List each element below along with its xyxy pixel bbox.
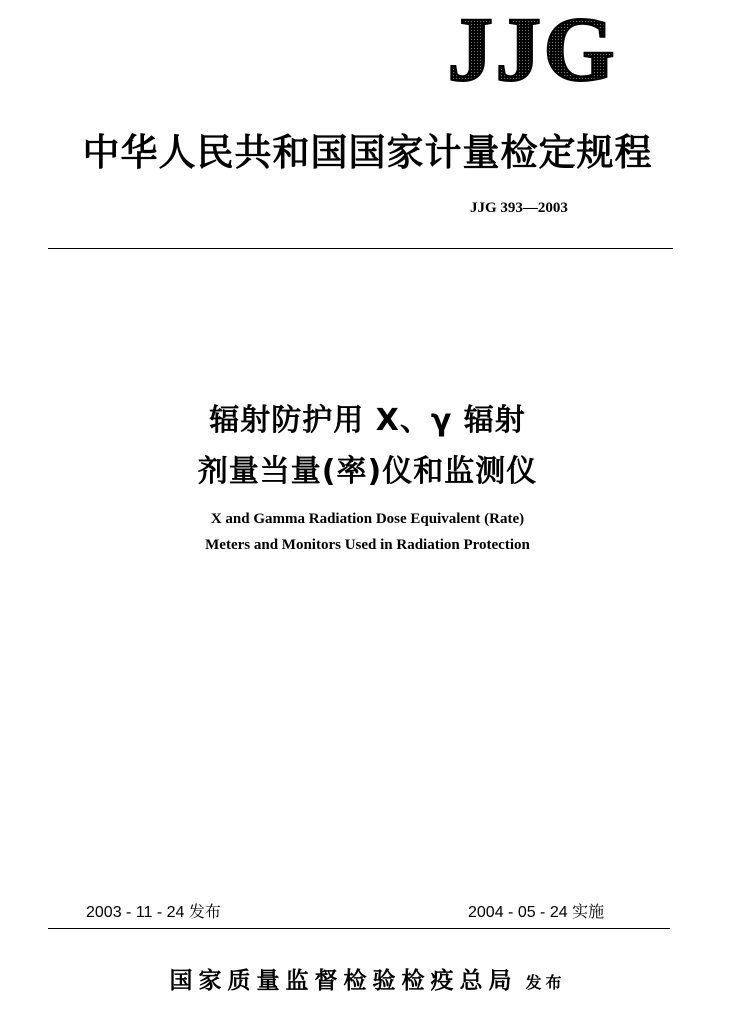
issuer [0, 962, 735, 995]
jjg-logo-graphic [425, 8, 640, 88]
title-en-line1: X and Gamma Radiation Dose Equivalent (Rate) [210, 511, 525, 527]
top-divider [48, 248, 673, 249]
standard-number: JJG 393—2003 [470, 200, 568, 216]
title-en-line2: Meters and Monitors Used in Radiation Protection [205, 537, 530, 553]
bottom-divider [48, 928, 670, 929]
issue-date: 2003 - 11 - 24 发布 [86, 904, 221, 921]
title-cn-line2: 剂量当量(率)仪和监测仪 [197, 454, 538, 489]
series-title: 中华人民共和国国家计量检定规程 [82, 131, 653, 174]
implementation-date: 2004 - 05 - 24 实施 [468, 904, 605, 921]
jjg-logo [425, 8, 640, 88]
issuer-suffix: 发布 [525, 973, 566, 992]
issuer-name: 国家质量监督检验检疫总局 [169, 968, 518, 994]
logo-text: JJG [447, 8, 617, 88]
title-cn-line1: 辐射防护用 X、γ 辐射 [209, 403, 526, 438]
